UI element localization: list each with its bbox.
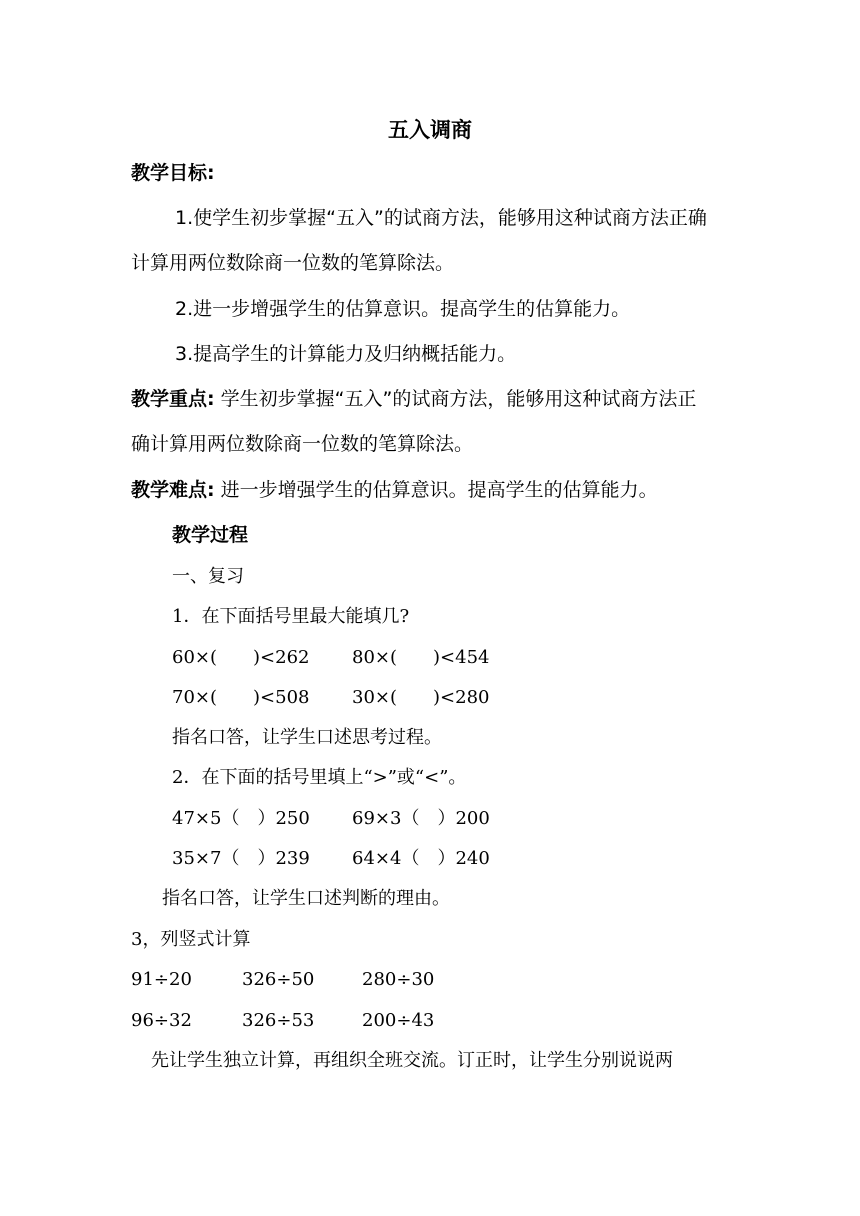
key-point-line-1: [131, 386, 696, 412]
q2-item: 35×7（ ）239: [172, 848, 310, 869]
q3-item: 200÷43: [362, 1010, 435, 1031]
key-point-text: 学生初步掌握“五入”的试商方法，能够用这种试商方法正: [214, 388, 697, 410]
difficulty-label: 教学难点:: [131, 479, 215, 501]
q3-item: 91÷20: [131, 969, 192, 990]
objective-1-line-2: 计算用两位数除商一位数的笔算除法。: [131, 252, 455, 274]
document-title: 五入调商: [388, 118, 472, 142]
q3-item: 96÷32: [131, 1010, 192, 1031]
difficulty-line: [131, 477, 658, 503]
key-point-line-2: 确计算用两位数除商一位数的笔算除法。: [131, 433, 474, 455]
q1-item: 60×( )<262: [172, 647, 310, 668]
q3-item: 326÷50: [242, 969, 315, 990]
question-1: 1．在下面括号里最大能填几?: [172, 606, 410, 627]
q3-item: 326÷53: [242, 1010, 315, 1031]
q2-item: 69×3（ ）200: [352, 808, 490, 829]
objective-2: 2.进一步增强学生的估算意识。提高学生的估算能力。: [175, 298, 631, 320]
difficulty-text: 进一步增强学生的估算意识。提高学生的估算能力。: [214, 479, 658, 501]
q2-item: 47×5（ ）250: [172, 808, 310, 829]
q2-item: 64×4（ ）240: [352, 848, 490, 869]
question-3-note: 先让学生独立计算，再组织全班交流。订正时，让学生分别说说两: [151, 1050, 673, 1071]
question-2-note: 指名口答，让学生口述判断的理由。: [162, 888, 450, 909]
question-1-note: 指名口答，让学生口述思考过程。: [172, 727, 442, 748]
section-review: 一、复习: [172, 566, 244, 587]
objective-1-line-1: 1.使学生初步掌握“五入”的试商方法，能够用这种试商方法正确: [175, 207, 707, 229]
process-heading: 教学过程: [172, 524, 249, 546]
q1-item: 80×( )<454: [352, 647, 490, 668]
q1-item: 70×( )<508: [172, 687, 310, 708]
q3-item: 280÷30: [362, 969, 435, 990]
question-3: 3，列竖式计算: [131, 929, 251, 950]
objective-3: 3.提高学生的计算能力及归纳概括能力。: [175, 343, 517, 365]
question-2: 2．在下面的括号里填上“>”或“<”。: [172, 767, 467, 788]
key-point-label: 教学重点:: [131, 388, 215, 410]
objectives-heading: 教学目标:: [131, 162, 215, 184]
q1-item: 30×( )<280: [352, 687, 490, 708]
